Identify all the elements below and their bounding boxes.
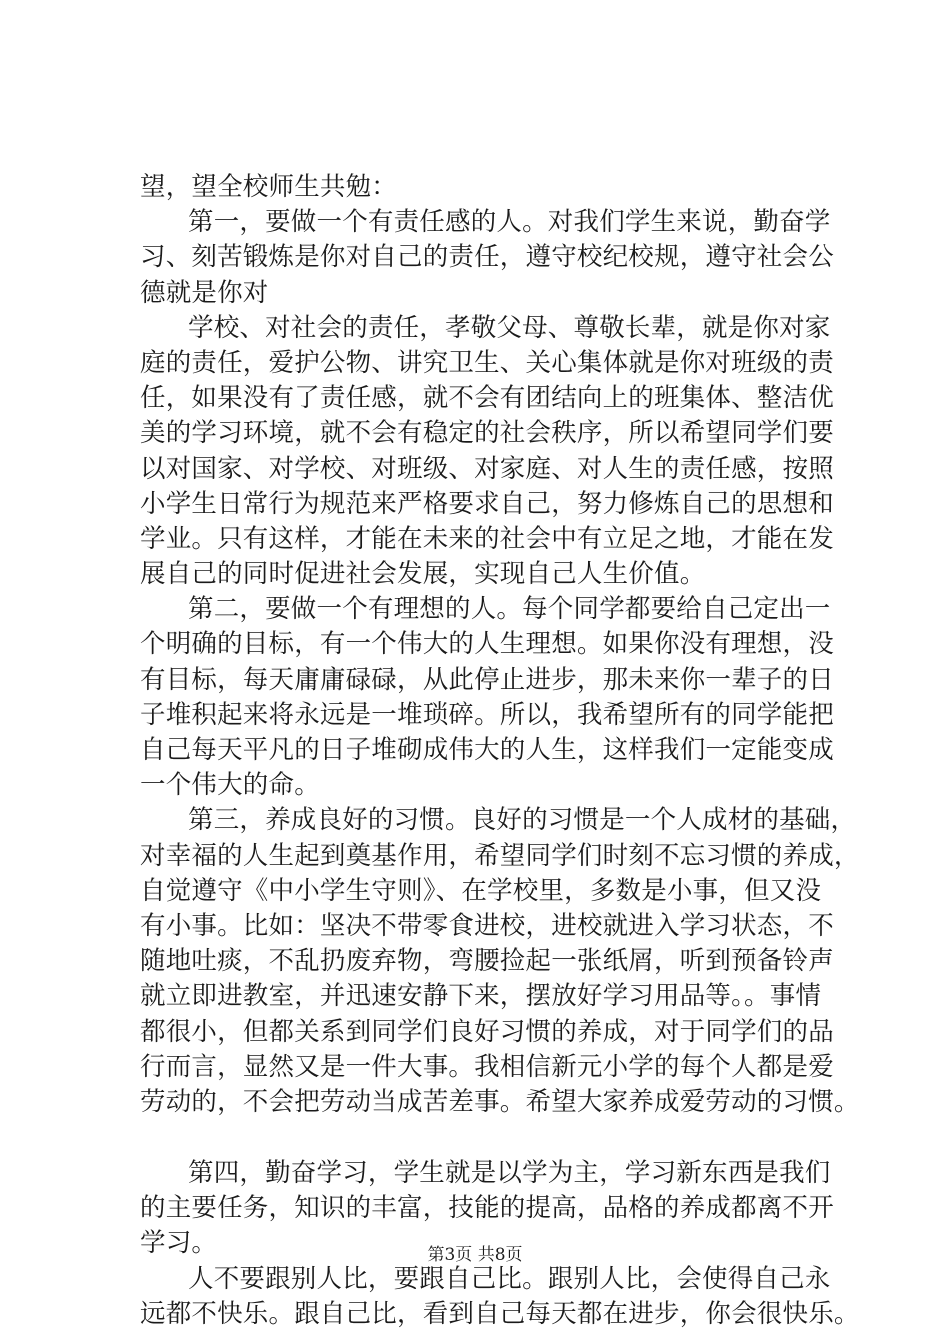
text-line: 就立即进教室，并迅速安静下来，摆放好学习用品等。。事情 [140, 981, 822, 1012]
text-line: 德就是你对 [140, 277, 269, 308]
text-line: 自己每天平凡的日子堆砌成伟大的人生，这样我们一定能变成 [140, 735, 834, 765]
text-line: 个明确的目标，有一个伟大的人生理想。如果你没有理想，没 [140, 629, 834, 660]
page-number-footer: 第3页 共8页 [427, 1245, 523, 1265]
text-line: 美的学习环境，就不会有稳定的社会秩序，所以希望同学们要 [140, 418, 834, 449]
text-line: 的主要任务，知识的丰富，技能的提高，品格的养成都离不开 [140, 1193, 834, 1224]
paragraph-first-line: 第四，勤奋学习，学生就是以学为主，学习新东西是我们 [188, 1158, 831, 1189]
text-line: 望，望全校师生共勉： [140, 172, 398, 202]
text-line: 远都不快乐。跟自己比，看到自己每天都在进步，你会很快乐。 [140, 1298, 860, 1329]
text-line: 展自己的同时促进社会发展，实现自己人生价值。 [140, 559, 706, 590]
text-line: 劳动的，不会把劳动当成苦差事。希望大家养成爱劳动的习惯。 [140, 1086, 860, 1117]
text-line: 庭的责任，爱护公物、讲究卫生、关心集体就是你对班级的责 [140, 347, 834, 378]
text-line: 一个伟大的命。 [140, 770, 320, 801]
text-line: 以对国家、对学校、对班级、对家庭、对人生的责任感，按照 [140, 453, 834, 484]
text-line: 有小事。比如：坚决不带零食进校，进校就进入学习状态，不 [140, 910, 834, 941]
body-text [140, 170, 860, 1332]
text-line: 学业。只有这样，才能在未来的社会中有立足之地，才能在发 [140, 523, 834, 554]
paragraph-first-line: 第三，养成良好的习惯。良好的习惯是一个人成材的基础， [188, 805, 857, 836]
text-line: 有目标，每天庸庸碌碌，从此停止进步，那未来你一辈子的日 [140, 664, 834, 695]
text-line: 小学生日常行为规范来严格要求自己，努力修炼自己的思想和 [140, 488, 834, 519]
paragraph-first-line: 第二，要做一个有理想的人。每个同学都要给自己定出一 [188, 594, 831, 625]
text-line: 行而言，显然又是一件大事。我相信新元小学的每个人都是爱 [140, 1051, 834, 1082]
paragraph-first-line: 学校、对社会的责任，孝敬父母、尊敬长辈，就是你对家 [188, 312, 831, 343]
text-line: 对幸福的人生起到奠基作用，希望同学们时刻不忘习惯的养成， [140, 840, 860, 871]
text-line: 学习。 [140, 1228, 218, 1259]
text-line: 习、刻苦锻炼是你对自己的责任，遵守校纪校规，遵守社会公 [140, 242, 834, 273]
text-line: 随地吐痰，不乱扔废弃物，弯腰捡起一张纸屑，听到预备铃声 [140, 946, 834, 977]
text-line: 子堆积起来将永远是一堆琐碎。所以，我希望所有的同学能把 [140, 699, 834, 730]
paragraph-first-line: 人不要跟别人比，要跟自己比。跟别人比，会使得自己永 [188, 1263, 831, 1294]
text-line: 都很小，但都关系到同学们良好习惯的养成，对于同学们的品 [140, 1016, 834, 1047]
paragraph-first-line: 第一，要做一个有责任感的人。对我们学生来说，勤奋学 [188, 207, 831, 238]
text-line: 自觉遵守《中小学生守则》、在学校里，多数是小事，但又没 [140, 875, 822, 906]
paragraph-gap [140, 1120, 830, 1156]
text-line: 任，如果没有了责任感，就不会有团结向上的班集体、整洁优 [140, 383, 834, 414]
